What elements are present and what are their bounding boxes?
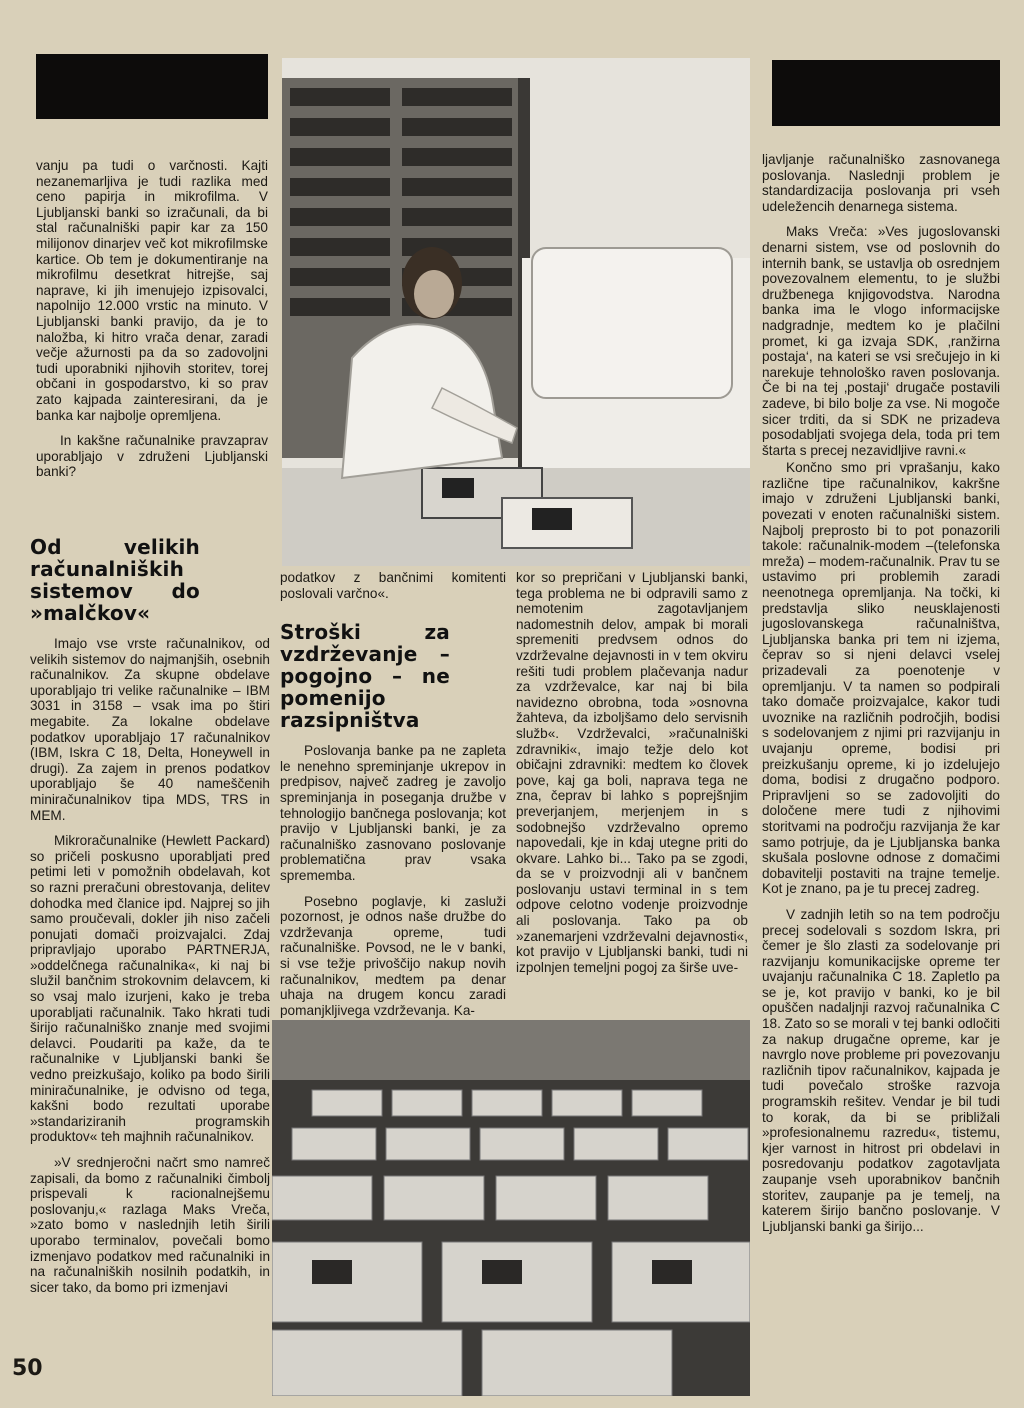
column-1-top [36, 158, 268, 490]
column-4 [762, 152, 1000, 1244]
paragraph: Maks Vreča: »Ves jugoslovanski denarni sistem, vse od poslovnih do internih bank, se ustavlja ob osrednjem povezovalnem elementu, to je službi družbenega knjigovodstva. Narodna banka ima le vlogo informacijske nadgradnje, medtem ko je plačilni promet, ki ga izvaja SDK, ‚ranžirna postaja‘, na kateri se vsi srečujejo in ki narekuje tehnološko raven poslovanja. Če bi na tej ‚postaji‘ drugače postavili zadeve, bi bilo bolje za vse. Ni mogoče sicer trditi, da si SDK ne prizadeva posodabljati svojega dela, toda pri tem štarta s precej nezavidljive ravni.« [762, 224, 1000, 458]
photo-terminal-room-illustration [272, 1020, 750, 1396]
section-headline-2: Stroški za vzdrževanje – pogojno – ne pomenijo razsipništva [280, 620, 450, 733]
caption-continuation: podatkov z bančnimi komitenti poslovali varčno«. [280, 570, 506, 601]
header-black-bar-right [772, 60, 1000, 126]
column-1-body [30, 536, 270, 1305]
paragraph: Imajo vse vrste računalnikov, od velikih sistemov do najmanjših, osebnih računalnikov. Za skupne obdelave uporabljajo tri velike računalnike – IBM 3031 in 3158 – vsak ima po štiri megabite. Za lokalne obdelave podatkov uporabljajo 17 računalnikov (IBM, Iskra C 18, Delta, Honeywell in drugi). Za zajem in prenos podatkov uporabljajo še 40 nameščenih miniračunalnikov tipa MDS, TRS in MEM. [30, 636, 270, 823]
paragraph: Posebno poglavje, ki zasluži pozornost, je odnos naše družbe do vzdrževanja opreme, tudi računalniške. Povsod, ne le v banki, si vse težje privoščijo nakup novih računalnikov, medtem pa denar uhaja na drugem koncu zaradi pomanjkljivega vzdrževanja. Ka- [280, 893, 506, 1018]
section-headline-1: Od velikih računalniških sistemov do »malčkov« [30, 535, 200, 625]
paragraph: Mikroračunalnike (Hewlett Packard) so pričeli poskusno uporabljati pred petimi leti v pomožnih obdelavah, kot so razni preračuni obrestovanja, delitev dohodka med članice ipd. Najprej so jih samo proučevali, dokler jih niso začeli ponujati domači proizvajalci. Zdaj pripravljajo uporabo PARTNERJA, »oddelčnega računalnika«, ki naj bi služil bančnim strokovnim delavcem, ki so vsaj malo izurjeni, kako je treba uporabljati računalnik. Tako hkrati tudi širijo računalniško znanje med svojimi delavci. Poudariti pa kaže, da te računalnike v Ljubljanski banki še vedno preizkušajo, koliko pa bodo širili miniračunalnike, je odvisno od tega, kakšni bodo rezultati uporabe »standariziranih programskih produktov« teh majhnih računalnikov. [30, 833, 270, 1145]
photo-operator-at-terminal [282, 58, 750, 566]
paragraph: Poslovanja banke pa ne zapleta le nenehno spreminjanje ukrepov in predpisov, največ zadreg je zavoljo spreminjanja in poseganja družbe v tehnologijo bančnega poslovanja; kot pravijo v Ljubljanski banki, je za računalniško zasnovano poslovanje problematična prav vsaka sprememba. [280, 743, 506, 883]
paragraph: Končno smo pri vprašanju, kako različne tipe računalnikov, kakršne imajo v združeni Ljubljanski banki, povezati v enoten računalniški sistem. Najbolj preprosto bi to pot ponazorili takole: računalnik-modem –(telefonska mreža) – modem-računalnik. Prav tu se ustavimo pri problemih zaradi neenotnega opremljanja. Na točki, ki predstavlja sliko neusklajenosti jugoslovanskega računalništva, Ljubljanska banka pri tem ni izjema, čeprav so si njeni delavci vselej prizadevali za poenotenje v opremljanju. V ta namen so podpirali tako domače proizvajalce, kakor tudi uvoznike na različnih področjih, bodisi s sodelovanjem z njimi pri razvijanju in uvajanju opreme, bodisi pri preizkušanju opreme, ki jo izdelujejo doma, bodisi z drugačno podporo. Pripravljeni so se zadovoljiti do določene mere tudi z njihovimi storitvami na področju razvijanja že kar samo potrjuje, da je Ljubljanska banka skušala poslovne odnose z domačimi dobavitelji postaviti na trajne temelje. Kot je znano, pa je tu precej zadreg. [762, 460, 1000, 897]
paragraph: ljavljanje računalniško zasnovanega poslovanja. Naslednji problem je standardizacija poslovanja pri vseh udeležencih denarnega sistema. [762, 152, 1000, 214]
photo-operator-illustration [282, 58, 750, 566]
page-number: 50 [12, 1356, 43, 1381]
column-3 [516, 570, 748, 985]
paragraph: »V srednjeročni načrt smo namreč zapisali, da bomo z računalniki čimbolj prispevali k racionalnejšemu poslovanju,« razlaga Maks Vreča, »zato bomo v naslednjih letih širili uporabo terminalov, povečali bomo izmenjavo podatkov med računalniki in na računalniških nosilnih podatkih, in sicer tako, da bomo pri izmenjavi [30, 1155, 270, 1295]
paragraph: V zadnjih letih so na tem področju precej sodelovali s sozdom Iskra, pri čemer je šlo zlasti za sodelovanje pri razvijanju komunikacijske opreme ter uvajanju računalnika C 18. Zapletlo pa se je, kot pravijo v banki, ko je bil opuščen nadaljnji razvoj računalnika C 18. Zato so se morali v tej banki odločiti za nakup drugačne opreme, kar je navrglo nove probleme pri povezovanju različnih tipov računalnikov, kajpada je tudi povečalo stroške razvoja programskih rešitev. Vendar je bil tudi to korak, da bi se približali »profesionalnemu razredu«, tistemu, kjer varnost in hitrost pri obdelavi in posredovanju podatkov zagotavljata zaupanje vseh uporabnikov bančnih storitev, zaupanje pa je temelj, na katerem širijo bančno poslovanje. V Ljubljanski banki ga širijo... [762, 906, 1001, 1234]
paragraph: kor so prepričani v Ljubljanski banki, tega problema ne bi odpravili samo z nemotenim zagotavljanjem nadomestnih delov, ampak bi morali spremeniti predvsem odnos do vzdrževalne dejavnosti in v tem okviru rešiti tudi problem plačevanja nadur za vzdrževalce, kar naj bi bila navidezno obrobna, toda »osnovna žahteva, da izboljšamo delo servisnih služb«. Vzdrževalci, »računalniški zdravniki«, imajo težje delo kot običajni zdravniki: medtem ko človek pove, kaj ga boli, naprava tega ne zna, čeprav bi lahko s poprejšnjim preverjanjem, merjenjem in s sodobnejšo vzdrževalno opremo napovedali, kje in kdaj utegne priti do okvare. Lahko bi... Tako pa se zgodi, da se v proizvodnji ali v bančnem poslovanju ustavi terminal in s tem odpove celotno vodenje proizvodnje ali poslovanja. Tako pa ob »zanemarjeni vzdrževalni dejavnosti«, kot pravijo v Ljubljanski banki, tudi ni izpolnjen temeljni pogoj za širše uve- [516, 570, 748, 975]
column-2 [280, 570, 506, 1028]
photo-terminal-room [272, 1020, 750, 1396]
header-black-bar-left [36, 54, 268, 119]
paragraph: vanju pa tudi o varčnosti. Kajti nezanemarljiva je tudi razlika med ceno papirja in mikrofilma. V Ljubljanski banki so izračunali, da bi stal računalniški papir kar za 150 milijonov dinarjev več kot mikrofilmske kartice. Ob tem je dokumentiranje na mikrofilmu desetkrat hitrejše, saj naprave, ki jih imenujejo izpisovalci, napolnijo 12.000 vrstic na minuto. V Ljubljanski banki pravijo, da je to naložba, ki hitro vrača denar, zaradi večje ažurnosti pa da so zadovoljni tudi uporabniki njihovih storitev, torej občani in gospodarstvo, ki so prav zato kajpada zainteresirani, da je banka kar najbolje opremljena. [36, 158, 268, 423]
paragraph: In kakšne računalnike pravzaprav uporabljajo v združeni Ljubljanski banki? [36, 433, 268, 480]
